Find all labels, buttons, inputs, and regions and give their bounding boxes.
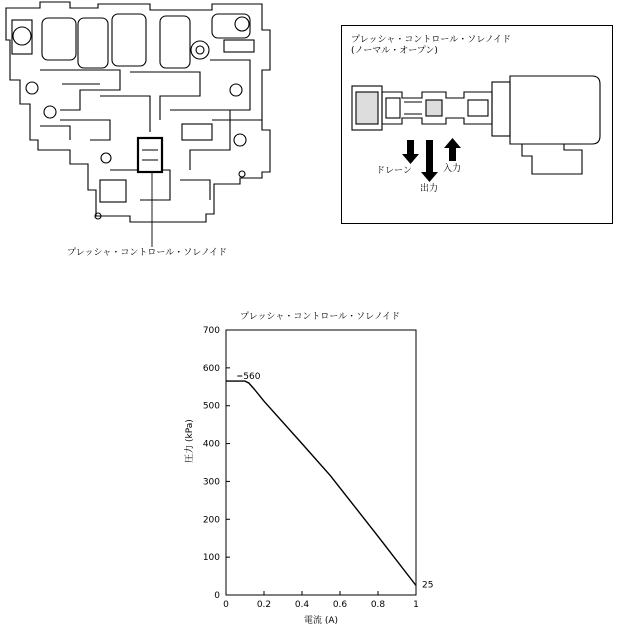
output-arrow [421, 140, 438, 182]
y-tick-label: 200 [202, 515, 220, 526]
y-tick-label: 100 [202, 553, 220, 564]
y-tick-label: 500 [202, 401, 220, 412]
solenoid-detail-box [341, 25, 613, 224]
y-tick-label: 600 [202, 363, 220, 374]
x-axis-label: 電流 (A) [303, 616, 339, 626]
valve-body-illustration [0, 0, 290, 265]
x-tick-label: 1 [413, 600, 419, 610]
pressure-current-chart [180, 305, 450, 630]
x-tick-label: 0.2 [256, 600, 272, 610]
y-tick-label: 300 [202, 477, 220, 488]
solenoid-detail-title: プレッシャ・コントロール・ソレノイド [351, 35, 512, 45]
x-tick-label: 0.4 [294, 600, 310, 610]
data-annotation-label: 25 [422, 580, 434, 591]
data-annotation-label: 560 [243, 372, 261, 382]
solenoid-cross-section [342, 26, 612, 223]
valve-body-callout-label: プレッシャ・コントロール・ソレノイド [67, 248, 228, 258]
y-axis-label: 圧力 (kPa) [185, 419, 195, 463]
y-tick-label: 0 [214, 591, 220, 601]
drain-arrow [402, 140, 419, 164]
y-tick-label: 700 [202, 326, 220, 336]
input-label: 入力 [443, 164, 462, 174]
drain-label: ドレーン [376, 166, 412, 176]
x-tick-label: 0.8 [370, 600, 386, 610]
x-tick-label: 0.6 [332, 600, 348, 610]
x-tick-label: 0 [223, 600, 229, 610]
output-label: 出力 [420, 184, 439, 194]
pressure-control-solenoid-part [138, 138, 162, 172]
series-line-pressure [226, 381, 416, 585]
plot-frame [226, 330, 416, 595]
input-arrow [444, 138, 461, 161]
solenoid-detail-subtitle: (ノーマル・オープン) [351, 46, 438, 56]
chart-title: プレッシャ・コントロール・ソレノイド [239, 312, 401, 322]
y-tick-label: 400 [202, 439, 220, 450]
